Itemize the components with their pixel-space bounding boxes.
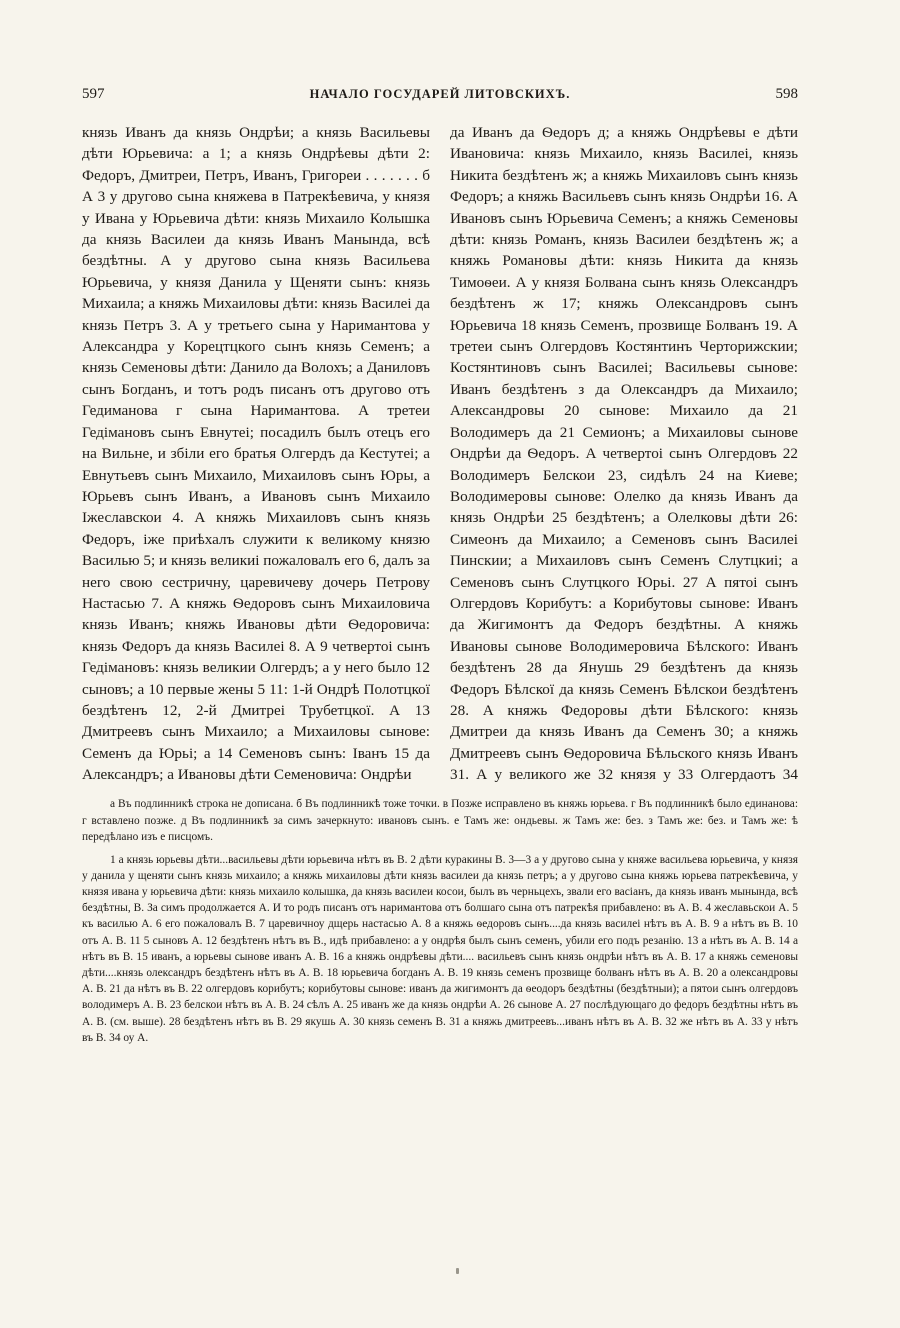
page-number-left: 597 — [82, 86, 105, 102]
numbered-footnotes: 1 а князь юрьевы дѣти...васильевы дѣти юрьевича нѣтъ въ В. 2 дѣти куракины В. 3—3 а у другово сына у княже васильева юрьевича, у князя у данила у щеняти сынъ князь михаило; а княжь михаиловы дѣти князь василеи да князь петръ; а у другово сына княжь юрьева патрекѣевича, у князя ивана у юрьевича дѣти: князь михаило колышка, да князь василеи косои, былъ въ черньцехъ, звали его васіанъ, да князь иванъ мынында, всѣ бездѣтны, В. За симъ продолжается А. И то родъ писанъ отъ наримантова отъ болшаго сына отъ патрекѣя прибавлено: въ А. В. 4 жеславьскои А. 5 къ василью А. 6 его пожаловалъ В. 7 царевичноу дщерь настасью А. 8 а княжь ѳедоровъ сынъ....да князь василеі нѣтъ въ А. В. 9 а нѣтъ въ В. 10 отъ А. В. 11 5 сыновъ А. 12 бездѣтенъ нѣтъ въ В., идѣ прибавлено: а у ондрѣя былъ сынъ семенъ, убили его подъ резанію. 13 а нѣтъ въ А. В. 14 а нѣтъ въ В. 15 иванъ, а юрьевы сынове иванъ А. В. 16 а княжь ондрѣевы дѣти.... васильевъ сынъ князь ондрѣи нѣтъ въ А. В. 17 а княжь семеновы дѣти....князь олександръ бездѣтенъ нѣтъ въ А. В. 18 юрьевича богданъ А. В. 19 князь семенъ прозвище болванъ нѣтъ въ А. В. 20 а олександровы А. В. 21 да нѣтъ въ В. 22 олгердовъ корибутъ; корибутовы сынове: иванъ да жигимонтъ да ѳеодоръ бездѣтны (бездѣтныи); а пятои сынъ олгердовъ володимеръ А. В. 23 белскои нѣтъ въ А. В. 24 сѣлъ А. 25 иванъ же да князь ондрѣи А. 26 сынове А. 27 послѣдующаго до федоръ бездѣтны нѣтъ въ А. В. (см. выше). 28 бездѣтенъ нѣтъ въ В. 29 якушь А. 30 князь семенъ В. 31 а княжь дмитреевъ...иванъ нѣтъ въ А. В. 32 же нѣтъ въ А. 33 у нѣтъ въ В. 34 оу А. — [82, 853, 798, 1044]
paper-speck — [456, 1268, 459, 1274]
left-column-text: князь Иванъ да князь Ондрѣи; а князь Васильевы дѣти Юрьевича: а 1; а князь Ондрѣевы дѣти 2: Федоръ, Дмитреи, Петръ, Иванъ, Григореи . . . . . . . б А 3 у другово сына княжева в Патрекѣевича, у князя у Ивана у Юрьевича дѣти: князь Михаило Колышка да князь Василеи да князь Иванъ Манында, всѣ бездѣтны. А у другово сына князь Васильева Юрьевича, у князя Данила у Щеняти сынъ: князь Михаила; а княжь Михаиловы дѣти: князь Василеі да князь Петръ 3. А у третьего сына у Наримантова у Александра у Корецтцкого сынъ князь Семенъ; а князь Семеновы дѣти: Данило да Волохъ; а Даниловъ сынъ Богданъ, и тотъ родъ писанъ отъ другово отъ Гедиманова г сына Наримантова. А третеи Гедімановъ сынъ Евнутеі; посадилъ былъ отецъ его на Вильне, и збіли его братья Олгердъ да Кестутеі; а Евнутьевъ сынъ Михаило, Михаиловъ сынъ Юры, а Юрьевъ сынъ Иванъ, а Ивановъ сынъ Михаило Іжеславскои 4. А княжь Михаиловъ сынъ князь Федоръ, іже приѣхалъ служити к великому князю Василью 5; и князь великиі пожаловалъ его 6, далъ за него свою сестричну, царевичеву дочерь Петрову Настасью 7. А княжь Ѳедоровъ сынъ Михаиловича князь Иванъ; княжь Ивановы дѣти Ѳедоровича: князь Федоръ да князь Василеі 8. А 9 четвертоі сынъ Гедімановъ: князь великии Олгердъ; а у него было 12 сыновъ; а 10 первые жены 5 11: 1-й Ондрѣ Полотцкої бездѣтенъ 12, 2-й Дмитреі Трубетцкої. А 13 Дмитреевъ сынъ Михаило; а Михаиловы сынове: Семенъ да Юрьі; а 14 Семеновъ сынъ: Іванъ 15 да Александръ; а Ивановы дѣти Семеновича: Ондрѣи — [82, 124, 430, 784]
running-header — [82, 86, 798, 110]
main-text — [82, 122, 798, 788]
left-column — [82, 122, 430, 788]
right-column-text: да Иванъ да Ѳедоръ д; а княжь Ондрѣевы е дѣти Ивановича: князь Михаило, князь Василеі, князь Никита бездѣтенъ ж; а княжь Михаиловъ сынъ князь Федоръ; а княжь Васильевъ сынъ князь Ондрѣи 16. А Ивановъ сынъ Юрьевича Семенъ; а княжь Семеновы дѣти: князь Романъ, князь Василеи бездѣтенъ ж; а княжь Романовы дѣти: князь Никита да князь Тимоѳеи. А у князя Болвана сынъ князь Олександръ бездѣтенъ ж 17; княжь Олександровъ сынъ Юрьевича 18 князь Семенъ, прозвище Болванъ 19. А третеи сынъ Олгердовъ Костянтинъ Черторижскии; Костянтиновъ сынъ Василеі; Васильевы сынове: Иванъ бездѣтенъ з да Олександръ да Михаило; Александровы 20 сынове: Михаило да 21 Володимеръ да 21 Семионъ; а Михаиловы сынове Ондрѣи да Ѳедоръ. А четвертоі сынъ Олгердовъ 22 Володимеръ Белскои 23, сидѣлъ 24 на Киеве; Володимеровы сынове: Олелко да князь Иванъ да князь Ондрѣи 25 бездѣтенъ; а Олелковы дѣти 26: Симеонъ да Михаило; а Семеновъ сынъ Василеі Пинскии; а Михаиловъ сынъ Семенъ Слутцкиі; а Семеновъ сынъ Слутцкого Юрьі. 27 А пятоі сынъ Олгердовъ Корибутъ: а Корибутовы сынове: Иванъ да Жигимонтъ да Федоръ бездѣтны. А княжь Ивановы сынове Володимеровича Бѣлского: Иванъ бездѣтенъ 28 да Янушь 29 бездѣтенъ да князь Федоръ Бѣлскої да князь Семенъ Бѣлскои бездѣтенъ 28. А княжь Федоровы дѣти Бѣлского: князь Дмитреи да князь Иванъ да Семенъ 30; а княжь Дмитреевъ сынъ Ѳедоровича Бѣльского князь Иванъ 31. А у великого же 32 князя у 33 Олгердаотъ 34 — [450, 124, 798, 784]
footnotes — [82, 796, 798, 1046]
page-number-right: 598 — [775, 86, 798, 102]
running-title: НАЧАЛО ГОСУДАРЕЙ ЛИТОВСКИХЪ. — [309, 87, 571, 101]
right-column — [450, 122, 798, 788]
lettered-footnotes: а Въ подлинникѣ строка не дописана. б Въ подлинникѣ тоже точки. в Позже исправлено въ княжь юрьева. г Въ подлинникѣ было единанова: г вставлено позже. д Въ подлинникѣ за симъ зачеркнуто: ивановъ сынъ. е Тамъ же: ондьевы. ж Тамъ же: без. з Тамъ же: без. и Тамъ же: ѣ передѣлано изъ е писцомъ. — [82, 798, 798, 843]
